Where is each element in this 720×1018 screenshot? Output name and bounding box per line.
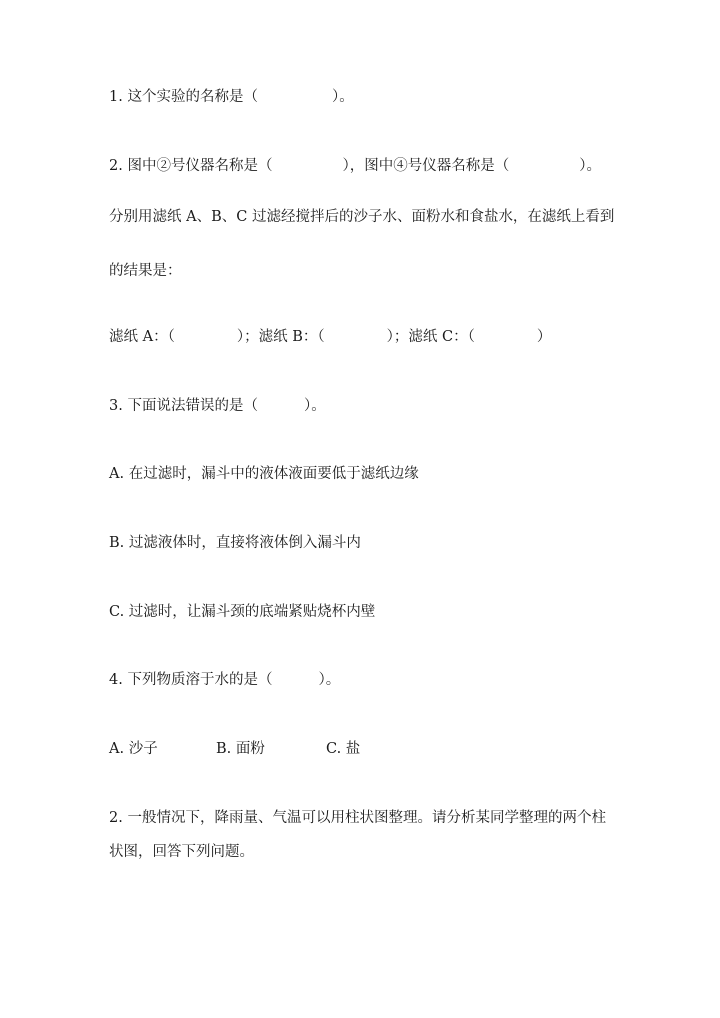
filter-intro-line-2: 的结果是：	[109, 263, 182, 279]
question-1-close: ）。	[331, 89, 354, 105]
question-4-option-b: B. 面粉	[216, 741, 265, 757]
question-4-option-a: A. 沙子	[109, 741, 158, 757]
question-4	[109, 670, 340, 690]
question-3-option-a: A. 在过滤时，漏斗中的液体液面要低于滤纸边缘	[109, 466, 419, 482]
filter-c-close: ）	[536, 329, 552, 345]
question-3-option-c: C. 过滤时，让漏斗颈的底端紧贴烧杯内壁	[109, 604, 376, 620]
filter-results	[109, 327, 551, 347]
question-3-text: 3. 下面说法错误的是（	[109, 398, 258, 414]
question-3	[109, 396, 326, 416]
question-4-option-c: C. 盐	[326, 741, 361, 757]
question-1	[109, 87, 354, 107]
question-4-close: ）。	[318, 672, 341, 688]
question-1-text: 1. 这个实验的名称是（	[109, 89, 258, 105]
filter-a-close: ）；	[236, 329, 259, 345]
section-2-line-2: 状图，回答下列问题。	[109, 844, 254, 860]
filter-intro-line-1: 分别用滤纸 A、B、C 过滤经搅拌后的沙子水、面粉水和食盐水，在滤纸上看到	[109, 209, 615, 225]
filter-b-close: ）；	[386, 329, 409, 345]
question-2-part2: ），图中④号仪器名称是（	[342, 158, 510, 174]
section-2-line-1: 2. 一般情况下，降雨量、气温可以用柱状图整理。请分析某同学整理的两个柱	[109, 810, 606, 826]
filter-a-label: 滤纸 A：（	[109, 329, 175, 345]
question-4-text: 4. 下列物质溶于水的是（	[109, 672, 273, 688]
filter-b-label: 滤纸 B：（	[258, 329, 325, 345]
question-2	[109, 156, 601, 176]
question-2-part1: 2. 图中②号仪器名称是（	[109, 158, 273, 174]
question-3-close: ）。	[303, 398, 326, 414]
question-2-close: ）。	[579, 158, 601, 174]
filter-c-label: 滤纸 C：（	[408, 329, 475, 345]
question-4-options	[109, 739, 360, 759]
question-3-option-b: B. 过滤液体时，直接将液体倒入漏斗内	[109, 535, 361, 551]
